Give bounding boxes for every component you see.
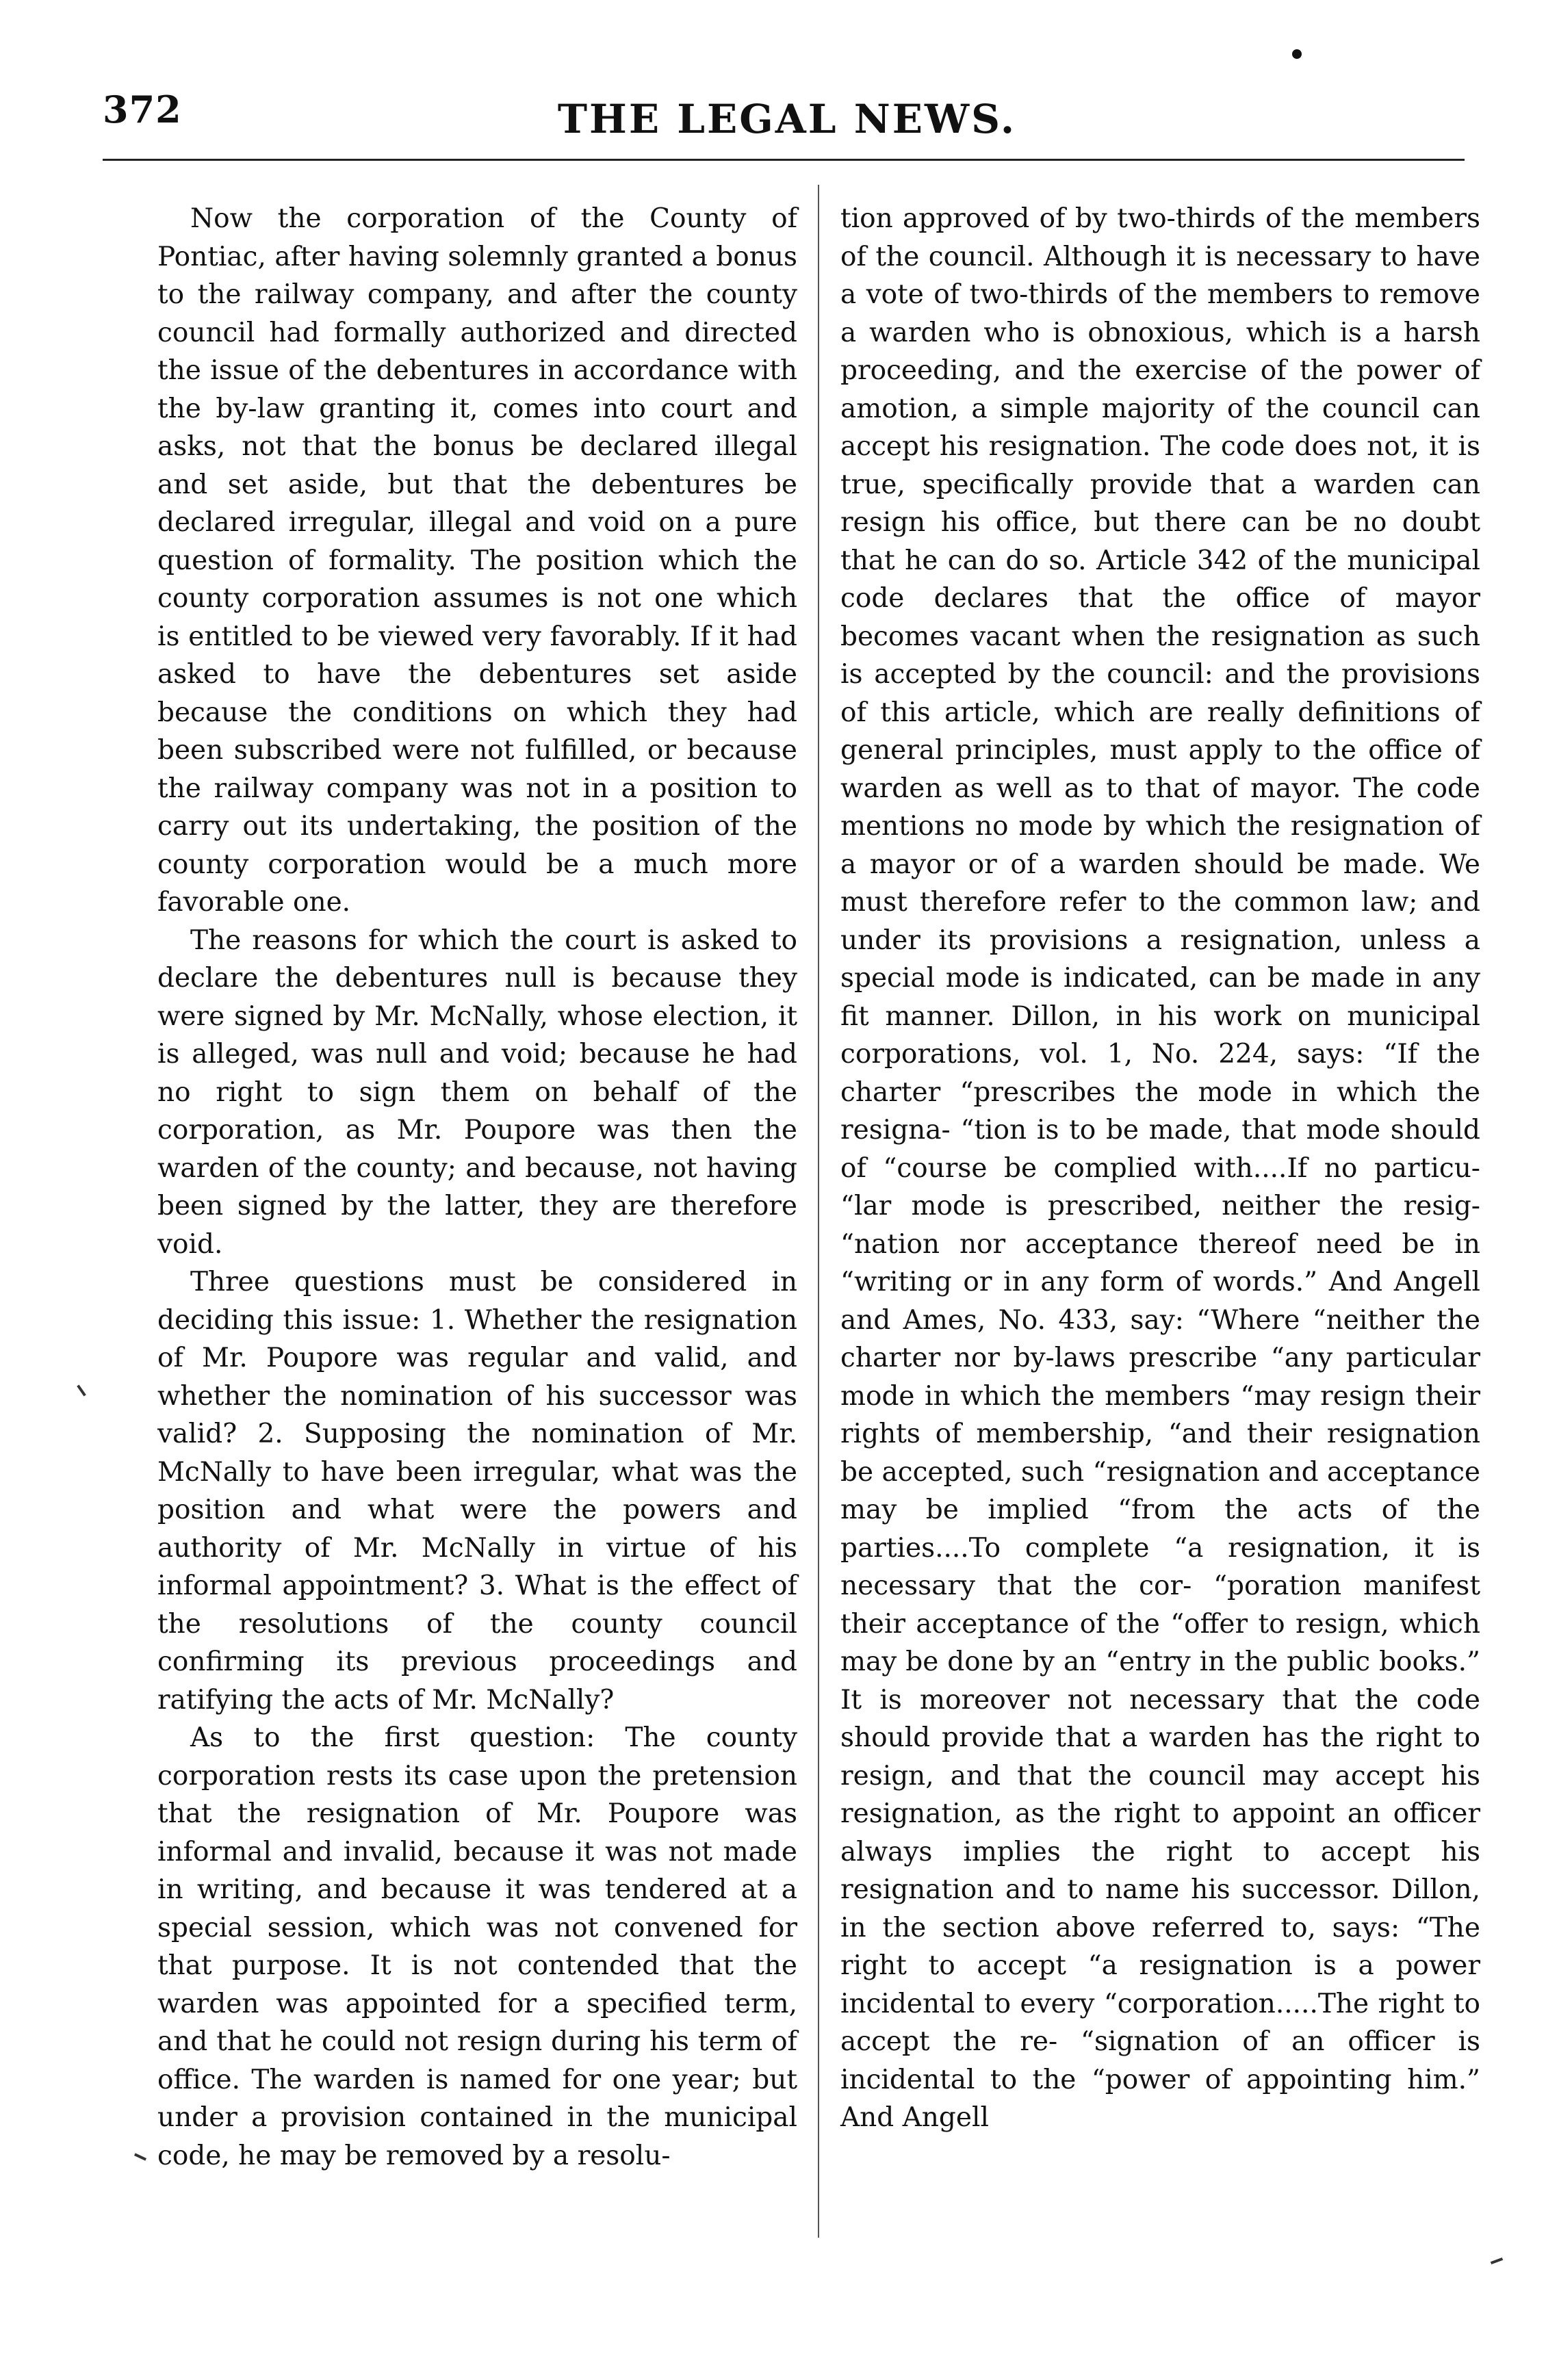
paragraph-continued: tion approved of by two-thirds of the members of the council. Although it is necessary to have a vote of two-thirds of the members to remove a warden who is obnoxious, which is a harsh proceeding, and the exercise of the power of amotion, a simple majority of the council can accept his resignation. The code does not, it is true, specifically provide that a warden can resign his office, but there can be no doubt that he can do so. Article 342 of the municipal code declares that the office of mayor becomes vacant when the resignation as such is accepted by the council: and the provisions of this article, which are really definitions of general principles, must apply to the office of warden as well as to that of mayor. The code mentions no mode by which the resignation of a mayor or of a warden should be made. We must therefore refer to the common law; and under its provisions a resignation, unless a special mode is indicated, can be made in any fit manner. Dillon, in his work on municipal corporations, vol. 1, No. 224, says: “If the charter “prescribes the mode in which the resigna- “tion is to be made, that mode should of “course be complied with....If no particu- “lar mode is prescribed, neither the resig- “nation nor acceptance thereof need be in “writing or in any form of words.” And Angell and Ames, No. 433, say: “Where “neither the charter nor by-laws prescribe “any particular mode in which the members “may resign their rights of membership, “and their resignation be accepted, such “resignation and acceptance may be implied “from the acts of the parties....To complete “a resignation, it is necessary that the cor- “poration manifest their acceptance of the “offer to resign, which may be done by an “entry in the public books.” It is moreover not necessary that the code should provide that a warden has the right to resign, and that the council may accept his resignation, as the right to appoint an officer always implies the right to accept his resignation and to name his successor. Dillon, in the section above referred to, says: “The right to accept “a resignation is a power incidental to every “corporation.....The right to accept the re- “signation of an officer is incidental to the “power of appointing him.” And Angell: [840, 203, 1480, 2133]
paragraph: Now the corporation of the County of Pontiac, after having solemnly granted a bonus to the railway company, and after the county council had formally authorized and directed the issue of the debentures in accordance with the by-law granting it, comes into court and asks, not that the bonus be declared illegal and set aside, but that the debentures be declared irregular, illegal and void on a pure question of formality. The position which the county corporation assumes is not one which is entitled to be viewed very favorably. If it had asked to have the debentures set aside because the conditions on which they had been subscribed were not fulfilled, or because the railway company was not in a position to carry out its undertaking, the position of the county corporation would be a much more favorable one.: [157, 203, 797, 918]
print-speck: [1292, 49, 1302, 59]
column-divider: [818, 185, 819, 2238]
margin-mark: [77, 1384, 86, 1396]
header-rule: [103, 159, 1465, 161]
page-number: 372: [103, 88, 182, 131]
margin-mark: [134, 2153, 146, 2160]
running-title: THE LEGAL NEWS.: [557, 96, 1017, 142]
paragraph: Three questions must be considered in deciding this issue: 1. Whether the resignation of Mr. Poupore was regular and valid, and whether the nomination of his successor was valid? 2. Supposing the nomination of Mr. McNally to have been irregular, what was the position and what were the powers and authority of Mr. McNally in virtue of his informal appointment? 3. What is the effect of the resolutions of the county council confirming its previous proceedings and ratifying the acts of Mr. McNally?: [157, 1267, 797, 1716]
margin-mark: [1491, 2258, 1503, 2264]
left-column: [157, 200, 797, 2175]
right-column: [840, 200, 1480, 2137]
page-header: [103, 88, 1471, 149]
paragraph: The reasons for which the court is asked to declare the debentures null is because they were signed by Mr. McNally, whose election, it is alleged, was null and void; because he had no right to sign them on behalf of the corporation, as Mr. Poupore was then the warden of the county; and because, not having been signed by the latter, they are therefore void.: [157, 924, 797, 1260]
paragraph: As to the first question: The county corporation rests its case upon the pretension that the resignation of Mr. Poupore was informal and invalid, because it was not made in writing, and because it was tendered at a special session, which was not convened for that purpose. It is not contended that the warden was appointed for a specified term, and that he could not resign during his term of office. The warden is named for one year; but under a provision contained in the municipal code, he may be removed by a resolu-: [157, 1722, 797, 2171]
